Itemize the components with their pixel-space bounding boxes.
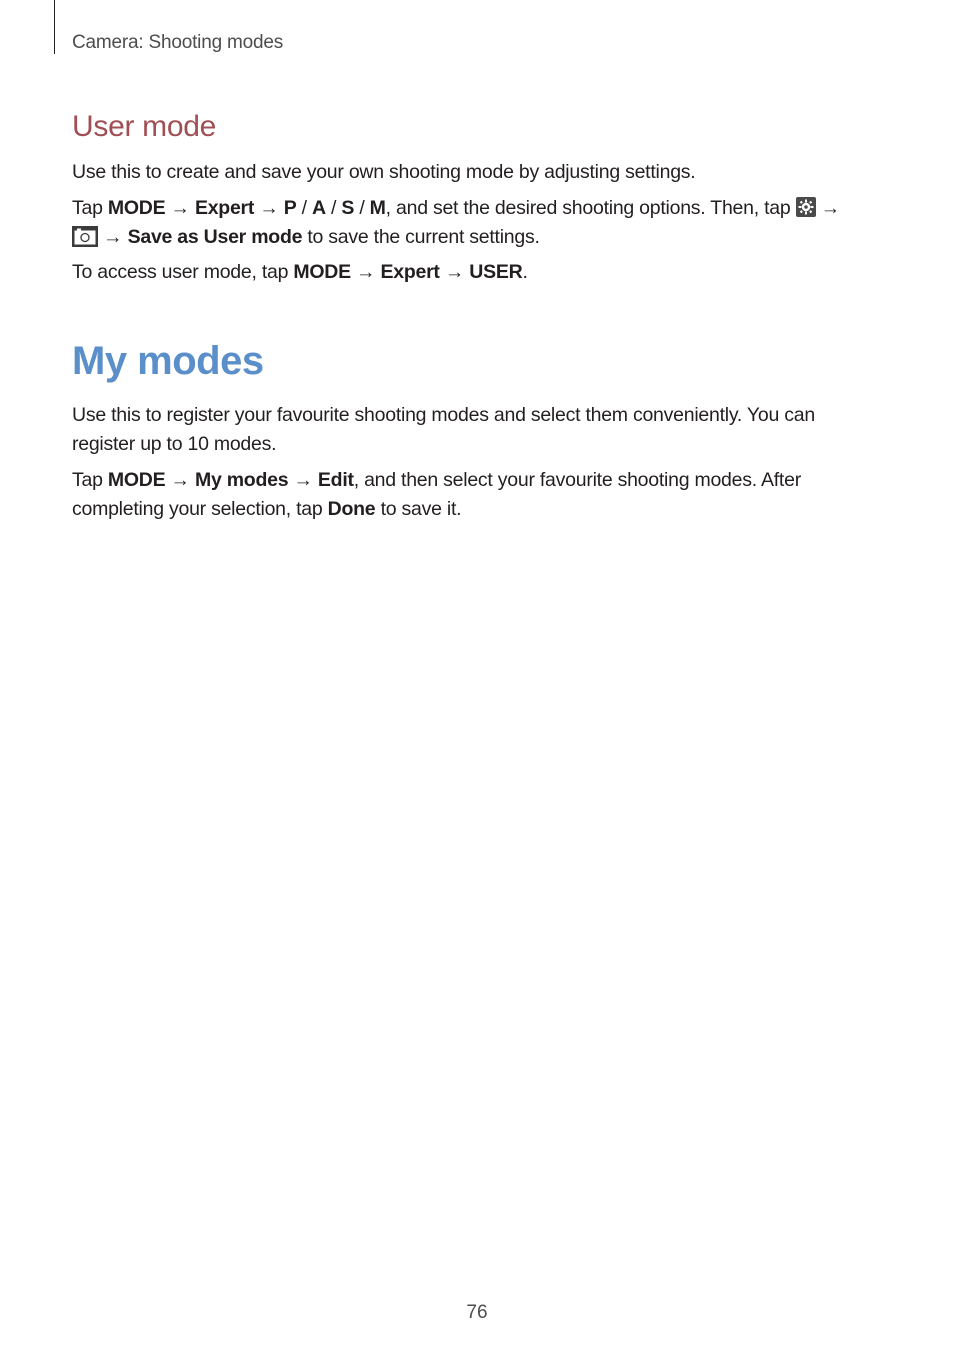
running-header: Camera: Shooting modes: [72, 32, 284, 53]
user-label: USER: [469, 261, 523, 283]
mode-label: MODE: [293, 261, 351, 283]
camera-icon: [72, 226, 98, 247]
edit-label: Edit: [317, 469, 354, 491]
gear-icon: [796, 197, 816, 217]
expert-label: Expert: [380, 261, 440, 283]
section-title-my-modes: My modes: [72, 339, 264, 383]
s-label: S: [341, 197, 355, 219]
a-label: A: [312, 197, 326, 219]
p-label: P: [283, 197, 297, 219]
mode-label: MODE: [107, 469, 166, 491]
expert-label: Expert: [194, 197, 255, 219]
arrow: →: [259, 197, 279, 219]
m-label: M: [369, 197, 386, 219]
arrow: →: [170, 197, 190, 219]
my-modes-paragraph-1: Use this to register your favourite shooting modes and select them conveniently. You can register up to 10 modes.: [72, 404, 815, 455]
user-mode-paragraph-1: Use this to create and save your own shooting mode by adjusting settings.: [72, 161, 696, 183]
mode-label: MODE: [107, 197, 166, 219]
header-rule: [54, 0, 55, 54]
section-title-user-mode: User mode: [72, 110, 217, 143]
done-label: Done: [327, 498, 376, 520]
my-modes-paragraph-2: Tap MODE → My modes → Edit, and then select your favourite shooting modes. After completing your selection, tap Done to save it.: [72, 469, 801, 520]
my-modes-label: My modes: [194, 469, 289, 491]
user-mode-paragraph-2: Tap MODE → Expert → P / A / S / M, and set the desired shooting options. Then, tap → → Save as User mode to save the current settings.: [72, 197, 841, 248]
page-number: 76: [466, 1302, 488, 1323]
user-mode-paragraph-3: To access user mode, tap MODE → Expert → USER.: [72, 261, 528, 283]
save-as-user-mode-label: Save as User mode: [127, 226, 303, 248]
